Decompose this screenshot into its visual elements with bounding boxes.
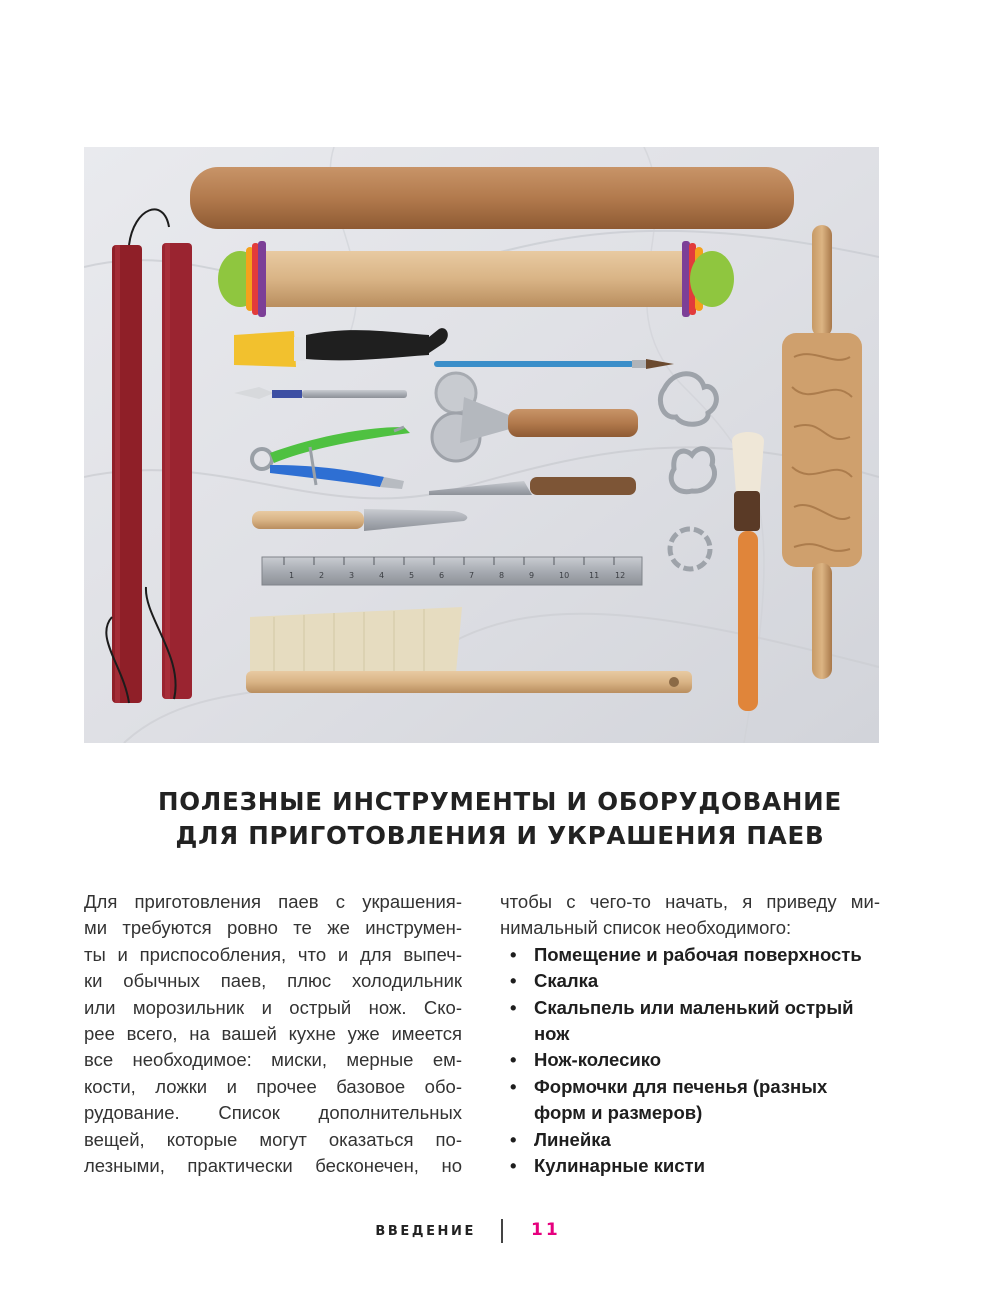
text-line: кости, ложки и прочее базовое обо- [84, 1075, 462, 1097]
bullet: • [510, 1075, 517, 1097]
list-item [500, 968, 880, 994]
list-item-text: нож [534, 1023, 570, 1045]
page-footer [0, 1219, 1000, 1249]
list-item-text: Скалка [534, 970, 599, 992]
rolling-pin-large [190, 167, 794, 229]
footer-divider [501, 1219, 503, 1243]
list-item-text: Нож-колесико [534, 1049, 662, 1071]
body-text-right [500, 889, 880, 1179]
page-number: 11 [531, 1220, 561, 1240]
text-line: чтобы с чего-то начать, я приведу ми- [500, 891, 880, 912]
title-line: ПОЛЕЗНЫЕ ИНСТРУМЕНТЫ И ОБОРУДОВАНИЕ [157, 787, 842, 816]
ruler-number: 5 [409, 571, 415, 580]
bullet: • [510, 943, 517, 965]
tools-photo-illustration [84, 147, 879, 743]
text-line: вещей, которые могут оказаться по- [84, 1128, 462, 1150]
bullet: • [510, 970, 517, 992]
list-item [500, 1153, 880, 1179]
rolling-pin-adjustable [218, 241, 734, 317]
list-item-text: форм и размеров) [534, 1102, 703, 1124]
bullet: • [510, 1155, 517, 1177]
text-line: или морозильник и острый нож. Ско- [84, 996, 462, 1018]
ruler-number: 8 [499, 571, 505, 580]
ruler-number: 1 [289, 571, 295, 580]
body-text-left [84, 889, 462, 1179]
list-item [500, 942, 880, 968]
bullet: • [510, 996, 517, 1018]
list-item [500, 1047, 880, 1073]
list-item-text: Формочки для печенья (разных [534, 1075, 828, 1097]
ruler-number: 7 [469, 571, 475, 580]
list-item-text: Линейка [534, 1128, 611, 1150]
text-line: Для приготовления паев с украшения- [84, 891, 462, 912]
bullet: • [510, 1128, 517, 1150]
metal-ruler [262, 557, 642, 585]
title-line: ДЛЯ ПРИГОТОВЛЕНИЯ И УКРАШЕНИЯ ПАЕВ [175, 821, 825, 850]
bullet: • [510, 1049, 517, 1071]
list-item [500, 1127, 880, 1153]
list-item-text: Скальпель или маленький острый [534, 996, 854, 1018]
list-item-text: Помещение и рабочая поверхность [534, 943, 862, 965]
tools-list [500, 942, 880, 1180]
text-line: лезными, практически бесконечен, но [84, 1155, 462, 1177]
ruler-number: 9 [529, 571, 535, 580]
ruler-number: 2 [319, 571, 325, 580]
text-line: нимальный список необходимого: [500, 917, 792, 939]
text-line: ки обычных паев, плюс холодильник [84, 970, 462, 992]
page-title [0, 785, 1000, 853]
section-name: ВВЕДЕНИЕ [375, 1224, 476, 1239]
ruler-number: 6 [439, 571, 445, 580]
ruler-number: 11 [589, 571, 600, 580]
ruler-number: 12 [615, 571, 626, 580]
ruler-number: 10 [559, 571, 570, 580]
list-item-text: Кулинарные кисти [534, 1155, 705, 1177]
list-item [500, 1074, 880, 1127]
tools-photo [84, 147, 879, 743]
ruler-number: 3 [349, 571, 355, 580]
list-item [500, 995, 880, 1048]
text-line: ты и приспособления, что и для выпеч- [84, 943, 462, 965]
text-line: рее всего, на вашей кухне уже имеется [84, 1023, 462, 1045]
text-line: рудование. Список дополнительных [84, 1102, 462, 1124]
ruler-number: 4 [379, 571, 385, 580]
text-line: ми требуются ровно те же инструмен- [84, 917, 462, 939]
text-line: все необходимое: миски, мерные ем- [84, 1049, 462, 1071]
